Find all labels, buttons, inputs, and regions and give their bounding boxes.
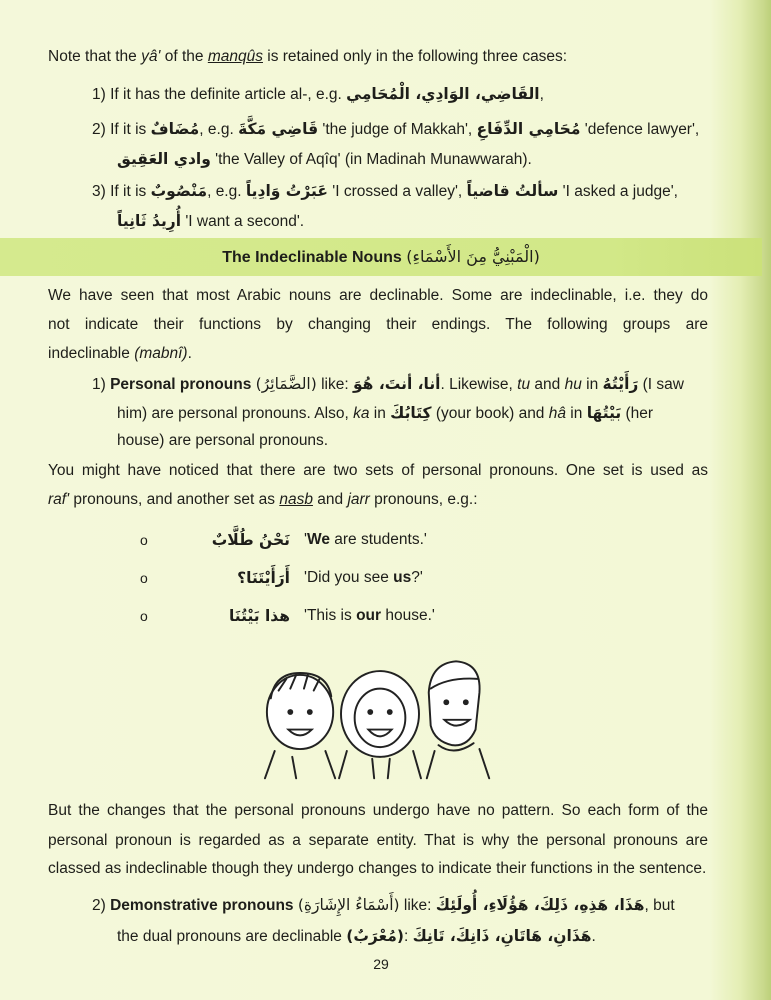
example-2 — [140, 568, 423, 588]
para1-line2: not indicate their functions by changing their endings. The following groups are — [48, 316, 708, 333]
page-number: 29 — [373, 956, 389, 972]
section-heading: The Indeclinable Nouns (الْمَبْنِيُّ مِنَ الأَسْمَاءِ) — [222, 247, 540, 266]
item1-line2: him) are personal pronouns. Also, ka in كِتَابُكَ (your book) and hâ in بَيْتُهَا (her — [117, 404, 654, 422]
example-1 — [140, 530, 427, 550]
case-3: 3) If it is مَنْصُوبٌ, e.g. عَبَرْتُ وَادِياً 'I crossed a valley', سألتُ قاضياً 'I asked a judge', — [92, 182, 678, 200]
item2-line2: the dual pronouns are declinable (مُعْرَبٌ): هَذَانِ، هَاتَانِ، ذَانِكَ، تَانِكَ. — [117, 927, 596, 945]
case-2: 2) If it is مُضَافٌ, e.g. قَاضِي مَكَّةَ 'the judge of Makkah', مُحَامِي الدِّفَاعِ 'defence lawyer', — [92, 120, 700, 138]
example-gloss: 'Did you see us?' — [304, 569, 423, 586]
example-gloss: 'This is our house.' — [304, 607, 435, 624]
para1-line3: indeclinable (mabnî). — [48, 345, 192, 362]
item1-line3: house) are personal pronouns. — [117, 432, 329, 449]
case-2-cont: وادي العَقِيق 'the Valley of Aqîq' (in Madinah Munawwarah). — [117, 150, 532, 168]
bullet: o — [140, 570, 148, 586]
para2-line1: You might have noticed that there are two sets of personal pronouns. One set is used as — [48, 462, 708, 479]
students-illustration — [250, 634, 510, 790]
example-gloss: 'We are students.' — [304, 531, 427, 548]
para3-line3: classed as indeclinable though they undergo changes to indicate their functions in the sentence. — [48, 860, 707, 877]
bullet: o — [140, 608, 148, 624]
example-3 — [140, 606, 435, 626]
example-arabic: أَرَأَيْتَنَا؟ — [237, 569, 290, 587]
case-1: 1) If it has the definite article al-, e.g. القَاضِي، الوَادِي، الْمُحَامِي, — [92, 85, 544, 103]
example-arabic: هذا بَيْتُنَا — [228, 607, 290, 625]
para3-line1: But the changes that the personal pronouns undergo have no pattern. So each form of the — [48, 802, 708, 819]
para1-line1: We have seen that most Arabic nouns are declinable. Some are indeclinable, i.e. they do — [48, 287, 708, 304]
para2-line2: raf' pronouns, and another set as nasb and jarr pronouns, e.g.: — [48, 491, 478, 508]
boy-left-figure — [265, 673, 335, 778]
section-heading-band — [0, 238, 762, 276]
item1-line1: 1) Personal pronouns (الضَّمَائِرُ) like: أنا، أنتَ، هُوَ. Likewise, tu and hu in رَأَيْتُهُ (I saw — [92, 375, 684, 393]
item2-line1: 2) Demonstrative pronouns (أَسْمَاءُ الإِشَارَةِ) like: هَذَا، هَذِهِ، ذَلِكَ، هَؤُلَاءِ، أُولَئِكَ, but — [92, 896, 675, 914]
para3-line2: personal pronoun is regarded as a separate entity. That is why the personal pronouns are — [48, 832, 708, 849]
case-3-cont: أُرِيدُ ثَانِياً 'I want a second'. — [117, 212, 305, 230]
boy-right-figure — [427, 661, 489, 778]
example-arabic: نَحْنُ طُلَّابٌ — [211, 531, 290, 549]
girl-hijab-figure — [339, 671, 421, 778]
bullet: o — [140, 532, 148, 548]
intro-line: Note that the yâ' of the manqûs is retained only in the following three cases: — [48, 48, 568, 65]
